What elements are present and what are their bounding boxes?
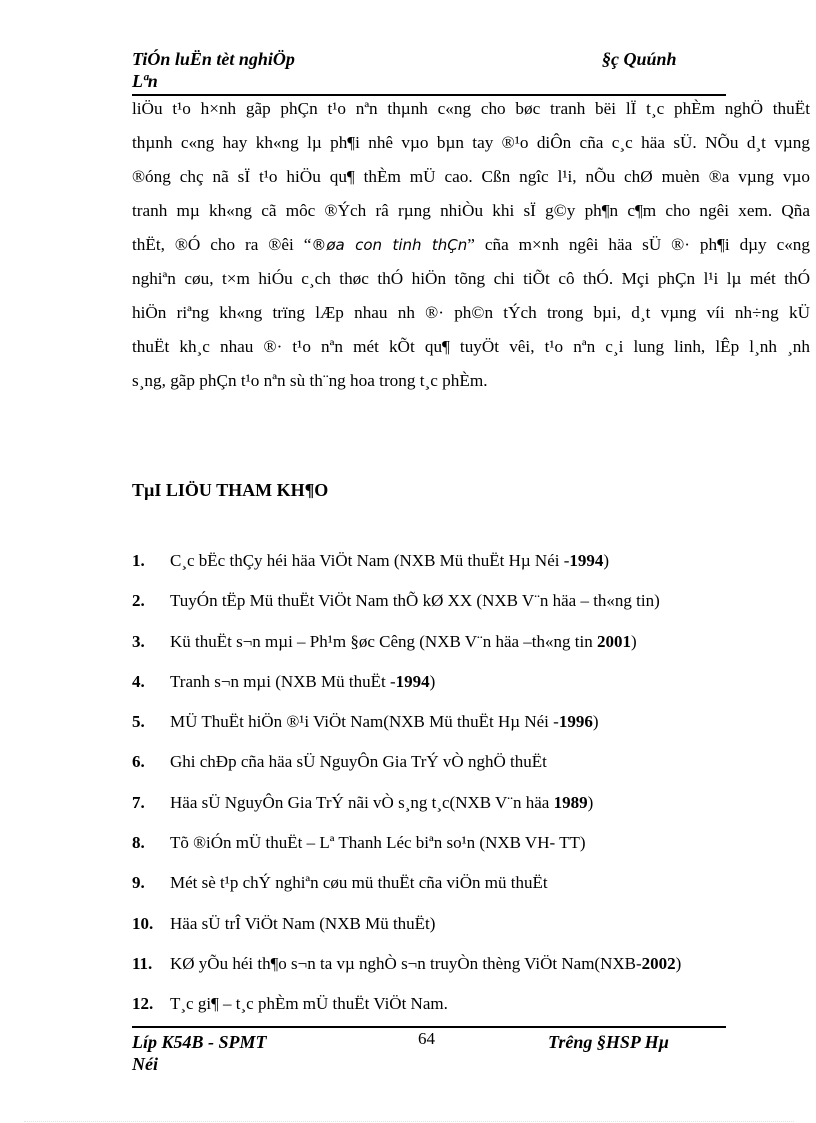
paragraph-line: thuËt kh¸c nhau ®· t¹o nªn mét kÕt qu¶ tuyÖt vêi, t¹o nªn c¸i lung linh, lÊp l¸nh ¸nh (132, 337, 810, 356)
reference-number: 12. (132, 994, 154, 1014)
footer-school: Trêng §HSP Hµ (548, 1032, 670, 1052)
paragraph-line-with-quote: thËt, ®Ó cho ra ®êi “®øa con tinh thÇn” cña m×nh ngêi häa sÜ ®· ph¶i dµy c«ng (132, 235, 810, 254)
page-bottom-edge (24, 1121, 794, 1122)
page-number: 64 (418, 1029, 435, 1048)
quote-title: ®øa con tinh thÇn (311, 236, 468, 254)
reference-text: KØ yÕu héi th¶o s¬n ta vµ nghÒ s¬n truyÒn thèng ViÖt Nam(NXB-2002) (170, 953, 682, 973)
header-left (132, 48, 392, 92)
reference-item (132, 871, 812, 911)
reference-number: 4. (132, 671, 145, 691)
paragraph-line: liÖu t¹o h×nh gãp phÇn t¹o nªn thµnh c«ng cho bøc tranh bëi lÏ t¸c phÈm nghÖ thuËt (132, 99, 810, 118)
reference-item (132, 791, 812, 831)
reference-text: Ghi chÐp cña häa sÜ NguyÔn Gia TrÝ vÒ nghÖ thuËt (170, 752, 547, 772)
reference-item (132, 630, 812, 670)
reference-number: 10. (132, 913, 154, 933)
reference-item (132, 589, 812, 629)
reference-item (132, 549, 812, 589)
reference-item (132, 952, 812, 992)
reference-number: 11. (132, 953, 153, 973)
reference-text: Tranh s¬n mµi (NXB Mü thuËt -1994) (170, 671, 436, 691)
reference-text: C¸c bËc thÇy héi häa ViÖt Nam (NXB Mü thuËt Hµ Néi -1994) (170, 551, 610, 570)
header-author: §ç Quúnh (602, 49, 677, 69)
reference-number: 3. (132, 631, 145, 651)
reference-number: 9. (132, 873, 145, 893)
reference-text: Kü thuËt s¬n mµi – Ph¹m §øc Cêng (NXB V¨n häa –th«ng tin 2001) (170, 631, 637, 651)
reference-number: 6. (132, 752, 145, 772)
body-paragraph (132, 92, 810, 398)
references-heading: TµI LIÖU THAM KH¶O (132, 480, 329, 500)
reference-text: Häa sÜ trÎ ViÖt Nam (NXB Mü thuËt) (170, 913, 436, 933)
paragraph-line: tranh mµ kh«ng cã môc ®Ých râ rµng nhiÒu khi sÏ g©y ph¶n c¶m cho ngêi xem. Qña (132, 201, 810, 220)
paragraph-line: ®óng chç nã sÏ t¹o hiÖu qu¶ thÈm mÜ cao. Cßn ngîc l¹i, nÕu chØ muèn ®a vµng vµo (132, 167, 810, 186)
reference-number: 2. (132, 591, 145, 611)
reference-number: 8. (132, 833, 145, 853)
reference-number: 5. (132, 712, 145, 732)
reference-item (132, 831, 812, 871)
paragraph-line: s¸ng, gãp phÇn t¹o nªn sù th¨ng hoa trong t¸c phÈm. (132, 371, 488, 390)
reference-item (132, 710, 812, 750)
reference-text: T¸c gi¶ – t¸c phÈm mÜ thuËt ViÖt Nam. (170, 994, 448, 1014)
reference-text: TuyÓn tËp Mü thuËt ViÖt Nam thÕ kØ XX (NXB V¨n häa – th«ng tin) (170, 591, 660, 611)
reference-text: Tõ ®iÓn mÜ thuËt – Lª Thanh Léc biªn so¹n (NXB VH- TT) (170, 833, 586, 853)
paragraph-line: thµnh c«ng hay kh«ng lµ ph¶i nhê vµo bµn tay ®¹o diÔn cña c¸c häa sÜ. NÕu d¸t vµng (132, 133, 810, 152)
footer-class: Líp K54B - SPMT Néi (132, 1032, 267, 1074)
paragraph-line: nghiªn cøu, t×m hiÓu c¸ch thøc thÓ hiÖn tõng chi tiÕt cô thÓ. Mçi phÇn l¹i lµ mét thÓ (132, 269, 810, 288)
references-list (132, 549, 812, 1033)
reference-text: Mét sè t¹p chÝ nghiªn cøu mü thuËt cña viÖn mü thuËt (170, 873, 548, 893)
reference-item (132, 912, 812, 952)
reference-number: 7. (132, 792, 145, 812)
reference-text: Häa sÜ NguyÔn Gia TrÝ nãi vÒ s¸ng t¸c(NXB V¨n häa 1989) (170, 792, 594, 812)
reference-item (132, 750, 812, 790)
paragraph-line: hiÖn riªng kh«ng trïng lÆp nhau nh ®· ph©n tÝch trong bµi, d¸t vµng víi nh÷ng kÜ (132, 303, 810, 322)
header-author-first: Lªn (132, 71, 158, 91)
reference-item (132, 670, 812, 710)
reference-text: MÜ ThuËt hiÖn ®¹i ViÖt Nam(NXB Mü thuËt Hµ Néi -1996) (170, 712, 599, 732)
header-title: TiÓn luËn tèt nghiÖp (132, 49, 295, 69)
reference-number: 1. (132, 551, 145, 570)
